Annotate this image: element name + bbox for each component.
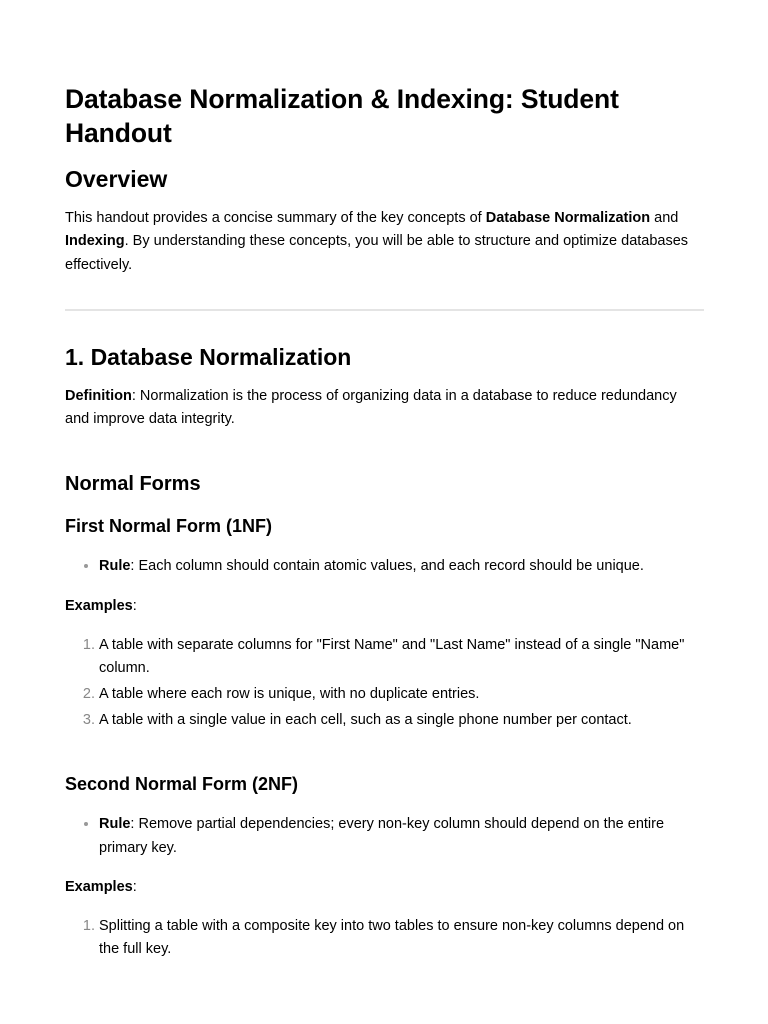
- normalization-heading: 1. Database Normalization: [65, 343, 352, 370]
- nf1-heading: First Normal Form (1NF): [65, 516, 273, 537]
- overview-heading: Overview: [65, 166, 168, 192]
- overview-bold-normalization: Database Normalization: [485, 210, 651, 226]
- definition-paragraph: [65, 385, 704, 432]
- list-item: 3. A table with a single value in each cell, such as a single phone number per contact.: [99, 709, 704, 732]
- nf2-examples-list: [65, 915, 704, 962]
- list-item: 2. A table where each row is unique, with no duplicate entries.: [99, 683, 704, 706]
- overview-paragraph: [65, 207, 704, 277]
- nf2-heading: Second Normal Form (2NF): [65, 774, 299, 795]
- definition-text: : Normalization is the process of organizing data in a database to reduce redundancy and improve data integrity.: [65, 387, 677, 428]
- nf1-rule-item: [99, 555, 704, 578]
- definition-label: Definition: [65, 387, 132, 404]
- overview-text-1: This handout provides a concise summary of the key concepts of: [65, 210, 486, 226]
- page-title: Database Normalization & Indexing: Student Handout: [65, 84, 619, 148]
- nf2-rule-list: [65, 813, 704, 860]
- overview-text-2: and: [650, 210, 679, 226]
- list-item: 1. A table with separate columns for "First Name" and "Last Name" instead of a single "Name" column.: [99, 634, 704, 681]
- list-item: 1. Splitting a table with a composite key into two tables to ensure non-key columns depend on the full key.: [99, 915, 704, 962]
- nf1-rule-list: [65, 555, 704, 578]
- nf1-rule-text: : Each column should contain atomic values, and each record should be unique.: [130, 558, 644, 575]
- overview-bold-indexing: Indexing: [65, 233, 125, 250]
- section-divider: [65, 309, 704, 311]
- nf1-examples-colon: :: [132, 597, 137, 614]
- nf2-examples-colon: :: [132, 878, 137, 895]
- nf1-examples-list: [65, 634, 704, 732]
- normal-forms-heading: Normal Forms: [65, 473, 201, 496]
- nf1-examples-label: [65, 595, 704, 618]
- nf1-rule-label: Rule: [99, 558, 131, 575]
- nf2-rule-text: : Remove partial dependencies; every non-key column should depend on the entire primary key.: [99, 816, 665, 856]
- overview-text-3: . By understanding these concepts, you will be able to structure and optimize databases effectively.: [65, 233, 689, 273]
- nf2-rule-label: Rule: [99, 816, 131, 833]
- nf2-rule-item: [99, 813, 704, 860]
- nf1-examples-bold: Examples: [65, 597, 133, 614]
- nf2-examples-bold: Examples: [65, 878, 133, 895]
- nf2-examples-label: [65, 876, 704, 899]
